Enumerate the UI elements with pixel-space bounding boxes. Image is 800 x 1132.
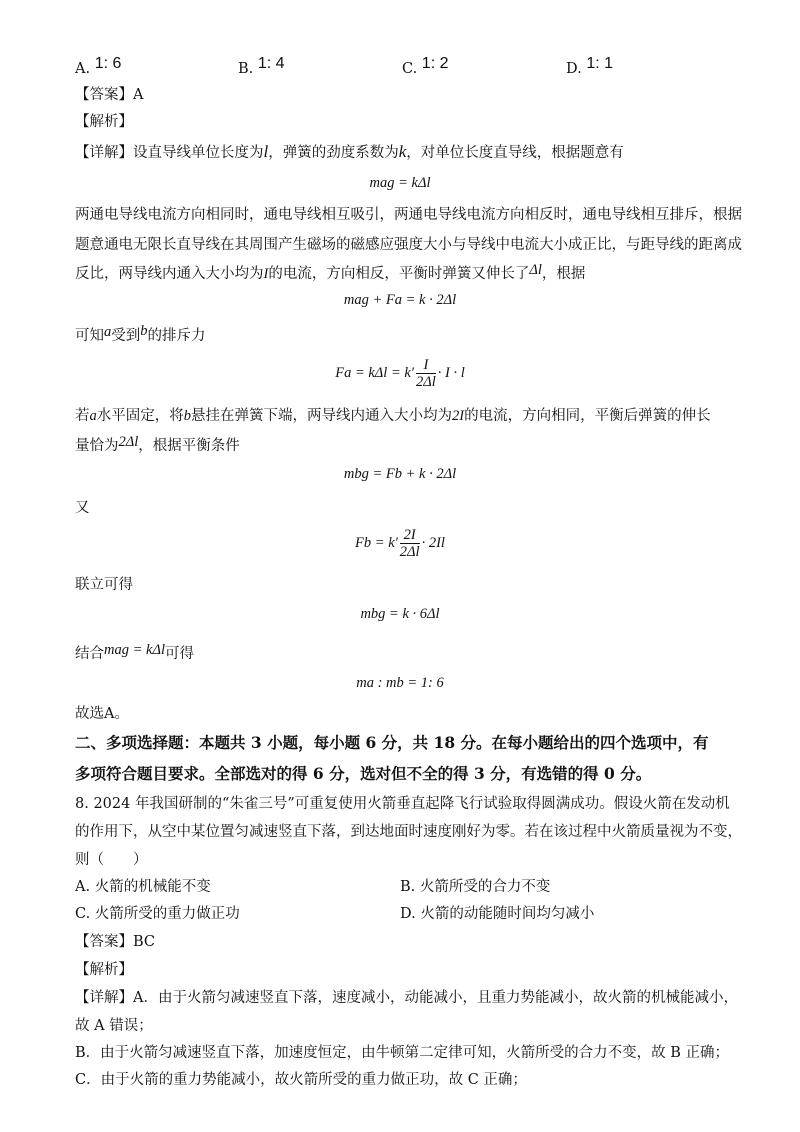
equation-2: mag + Fa = k · 2Δl [343, 292, 457, 308]
q7-para1-line2: 题意通电无限长直导线在其周围产生磁场的磁感应强度大小与导线中电流大小成正比，与距导线的距离成 [75, 237, 742, 253]
section-2-heading-line1: 二、多项选择题：本题共 3 小题，每小题 6 分，共 18 分。在每小题给出的四个选项中，有 [75, 733, 709, 752]
equation-6: mbg = k · 6Δl [360, 606, 440, 622]
q8-option-b: B. 火箭所受的合力不变 [400, 879, 551, 895]
q7-para1-line3: 反比，两导线内通入大小均为I的电流，方向相反，平衡时弹簧又伸长了Δl，根据 [75, 262, 586, 282]
option-letter: C. [402, 61, 418, 77]
q7-you: 又 [75, 500, 90, 516]
equation-1: mag = kΔl [369, 175, 431, 191]
option-value: 1: 4 [257, 55, 285, 72]
q8-detail-line4: C．由于火箭的重力势能减小，故火箭所受的重力做正功，故 C 正确； [75, 1072, 527, 1088]
option-value: 1: 1 [586, 55, 614, 72]
q7-lianli: 联立可得 [75, 577, 133, 593]
equation-5: Fb = k′ $\frac{2I}{2\Delta l}$ · 2Il [355, 527, 445, 560]
option-letter: A. [75, 61, 91, 77]
q7-option-d [566, 55, 614, 78]
q7-option-a [75, 55, 122, 78]
q8-detail-line2: 故 A 错误； [75, 1018, 153, 1034]
q8-stem-line1: 8. 2024 年我国研制的“朱雀三号”可重复使用火箭垂直起降飞行试验取得圆满成功。假设火箭在发动机 [75, 796, 730, 812]
option-letter: B. [238, 61, 254, 77]
q7-analysis: 【解析】 [75, 114, 133, 130]
q7-answer: 【答案】A [75, 87, 144, 103]
equation-4: mbg = Fb + k · 2Δl [343, 466, 457, 482]
q7-para2-line2: 量恰为2Δl，根据平衡条件 [75, 434, 240, 454]
q7-para2-line1: 若a水平固定，将b悬挂在弹簧下端，两导线内通入大小均为2I的电流，方向相同，平衡后弹簧的伸长 [75, 408, 711, 424]
section-2-heading-line2: 多项符合题目要求。全部选对的得 6 分，选对但不全的得 3 分，有选错的得 0 分。 [75, 764, 652, 783]
q7-conclusion: 故选A。 [75, 706, 129, 722]
q7-detail-intro: 【详解】设直导线单位长度为l，弹簧的劲度系数为k，对单位长度直导线，根据题意有 [75, 142, 624, 161]
q8-option-c: C. 火箭所受的重力做正功 [75, 906, 240, 922]
option-value: 1: 2 [421, 55, 449, 72]
q8-option-a: A. 火箭的机械能不变 [75, 879, 211, 895]
q7-option-c [402, 55, 449, 78]
q8-detail-line1: 【详解】A．由于火箭匀减速竖直下落，速度减小，动能减小，且重力势能减小，故火箭的机械能减小， [75, 990, 738, 1006]
equation-7: ma : mb = 1: 6 [356, 675, 444, 691]
q8-answer: 【答案】BC [75, 934, 156, 950]
fraction: $\frac{2I}{2\Delta l}$ [399, 527, 420, 560]
q8-stem-line3: 则（ ） [75, 852, 148, 868]
q8-detail-line3: B．由于火箭匀减速竖直下落，加速度恒定，由牛顿第二定律可知，火箭所受的合力不变，故 B 正确； [75, 1045, 730, 1061]
fraction: $\frac{I}{2\Delta l}$ [415, 357, 436, 390]
q7-know-line: 可知a受到b的排斥力 [75, 323, 206, 344]
q8-option-d: D. 火箭的动能随时间均匀减小 [400, 906, 595, 922]
q7-combine-line: 结合mag = kΔl可得 [75, 642, 194, 662]
q7-option-b [238, 55, 285, 78]
q7-para1-line1: 两通电导线电流方向相同时，通电导线相互吸引，两通电导线电流方向相反时，通电导线相互排斥，根据 [75, 207, 742, 223]
option-letter: D. [566, 61, 582, 77]
option-value: 1: 6 [94, 55, 122, 72]
equation-3: Fa = kΔl = k′ $\frac{I}{2\Delta l}$ · I · l [335, 357, 465, 390]
q8-analysis: 【解析】 [75, 962, 133, 978]
q8-stem-line2: 的作用下，从空中某位置匀减速竖直下落，到达地面时速度刚好为零。若在该过程中火箭质量视为不变， [75, 824, 742, 840]
